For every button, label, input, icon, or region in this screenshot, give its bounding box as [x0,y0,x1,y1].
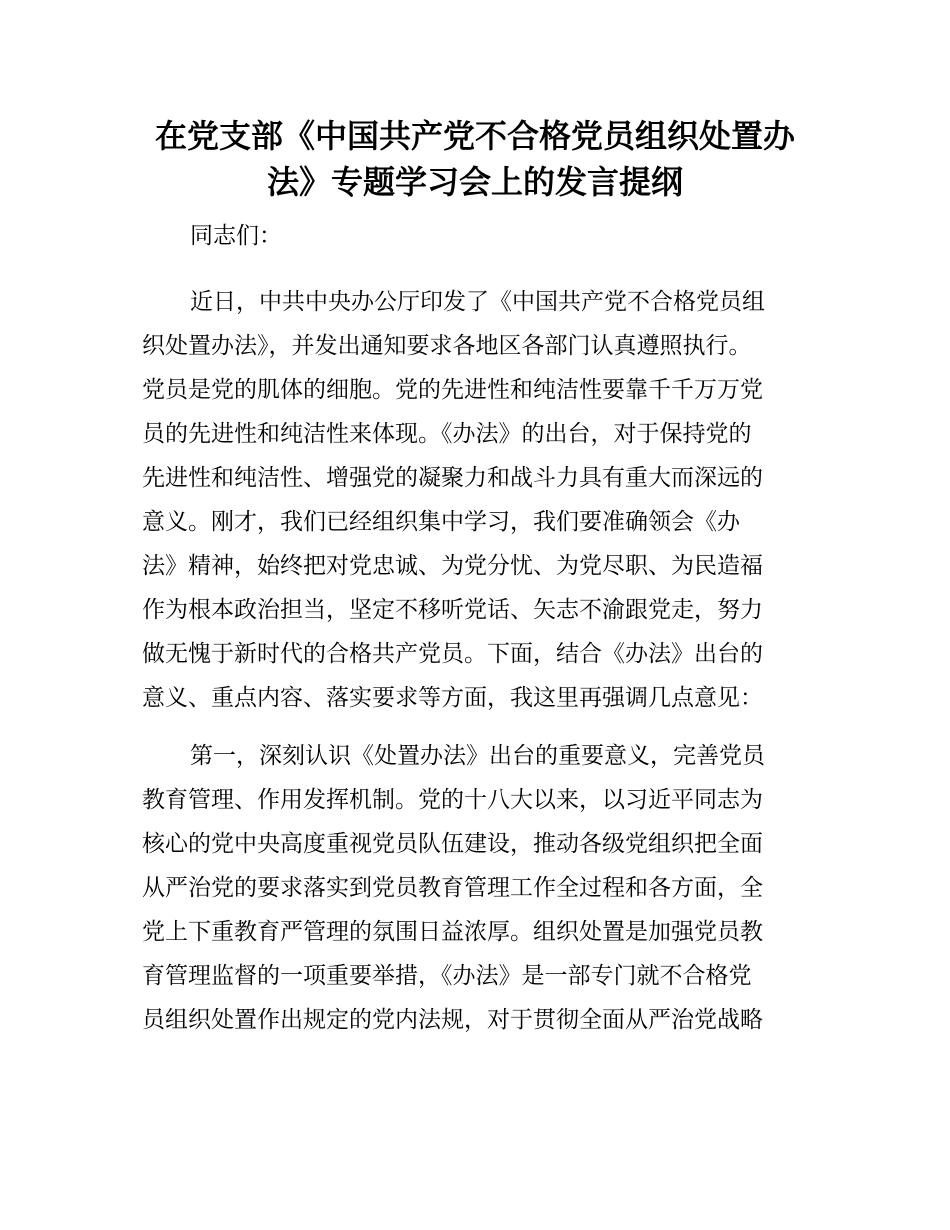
text-line: 育管理监督的一项重要举措，《办法》是一部专门就不合格党 [142,963,752,989]
text-line: 员组织处置作出规定的党内法规，对于贯彻全面从严治党战略 [142,1007,763,1033]
document-title [140,113,810,205]
text-line: 教育管理、作用发挥机制。党的十八大以来，以习近平同志为 [142,787,763,813]
text-line: 员的先进性和纯洁性来体现。《办法》的出台，对于保持党的 [142,421,752,447]
text-line: 近日，中共中央办公厅印发了《中国共产党不合格党员组 [190,289,765,315]
paragraph-first-point [142,734,812,1042]
title-line: 在党支部《中国共产党不合格党员组织处置办 [154,117,795,155]
text-line: 党员是党的肌体的细胞。党的先进性和纯洁性要靠千千万万党 [142,377,763,403]
text-line: 作为根本政治担当，坚定不移听党话、矢志不渝跟党走，努力 [142,597,763,623]
text-line: 核心的党中央高度重视党员队伍建设，推动各级党组织把全面 [142,831,763,857]
text-line: 第一，深刻认识《处置办法》出台的重要意义，完善党员 [190,743,765,769]
text-line: 做无愧于新时代的合格共产党员。下面，结合《办法》出台的 [142,641,763,667]
text-line: 织处置办法》，并发出通知要求各地区各部门认真遵照执行。 [142,333,752,359]
salutation-text: 同志们： [190,223,282,249]
text-line: 意义。刚才，我们已经组织集中学习，我们要准确领会《办 [142,509,740,535]
document-body [142,214,812,1042]
text-line: 法》精神，始终把对党忠诚、为党分忧、为党尽职、为民造福 [142,553,763,579]
text-line: 意义、重点内容、落实要求等方面，我这里再强调几点意见： [142,685,763,711]
text-line: 从严治党的要求落实到党员教育管理工作全过程和各方面，全 [142,875,763,901]
title-line: 法》专题学习会上的发言提纲 [266,163,683,201]
text-line: 党上下重教育严管理的氛围日益浓厚。组织处置是加强党员教 [142,919,763,945]
text-line: 先进性和纯洁性、增强党的凝聚力和战斗力具有重大而深远的 [142,465,763,491]
paragraph-intro [142,280,812,720]
salutation [142,214,812,258]
